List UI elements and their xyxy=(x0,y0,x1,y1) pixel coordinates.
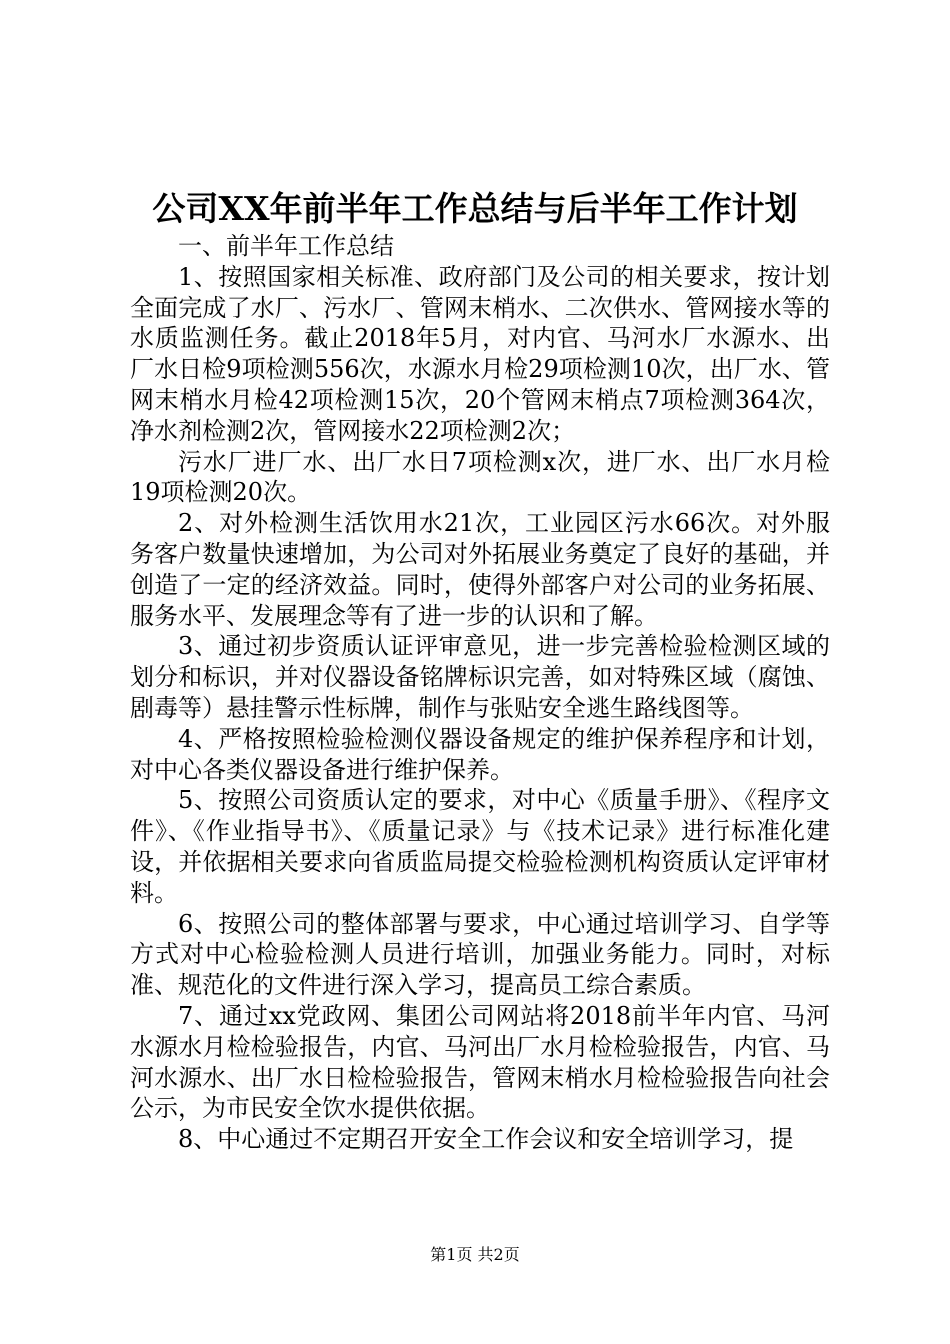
paragraph-4: 3、通过初步资质认证评审意见，进一步完善检验检测区域的划分和标识，并对仪器设备铭牌标识完善，如对特殊区域（腐蚀、剧毒等）悬挂警示性标牌，制作与张贴安全逃生路线图等。 xyxy=(130,632,830,722)
paragraph-6: 5、按照公司资质认定的要求，对中心《质量手册》、《程序文件》、《作业指导书》、《质量记录》与《技术记录》进行标准化建设，并依据相关要求向省质监局提交检验检测机构资质认定评审材料。 xyxy=(130,786,830,907)
paragraph-5: 4、严格按照检验检测仪器设备规定的维护保养程序和计划，对中心各类仪器设备进行维护保养。 xyxy=(130,724,830,784)
page-number: 第1页 共2页 xyxy=(430,1245,520,1264)
document-body xyxy=(130,231,830,1155)
paragraph-1: 1、按照国家相关标准、政府部门及公司的相关要求，按计划全面完成了水厂、污水厂、管网末梢水、二次供水、管网接水等的水质监测任务。截止2018年5月，对内官、马河水厂水源水、出厂水日检9项检测556次，水源水月检29项检测10次，出厂水、管网末梢水月检42项检测15次，20个管网末梢点7项检测364次，净水剂检测2次，管网接水22项检测2次； xyxy=(130,262,830,445)
paragraph-2: 污水厂进厂水、出厂水日7项检测x次，进厂水、出厂水月检19项检测20次。 xyxy=(130,447,830,507)
section-heading: 一、前半年工作总结 xyxy=(178,232,394,260)
paragraph-7: 6、按照公司的整体部署与要求，中心通过培训学习、自学等方式对中心检验检测人员进行培训，加强业务能力。同时，对标准、规范化的文件进行深入学习，提高员工综合素质。 xyxy=(130,909,830,1000)
paragraph-9: 8、中心通过不定期召开安全工作会议和安全培训学习，提 xyxy=(178,1125,794,1154)
paragraph-3: 2、对外检测生活饮用水21次，工业园区污水66次。对外服务客户数量快速增加，为公司对外拓展业务奠定了良好的基础，并创造了一定的经济效益。同时，使得外部客户对公司的业务拓展、服务水平、发展理念等有了进一步的认识和了解。 xyxy=(130,509,830,630)
document-title: 公司XX年前半年工作总结与后半年工作计划 xyxy=(152,189,798,228)
paragraph-8: 7、通过xx党政网、集团公司网站将2018前半年内官、马河水源水月检检验报告，内官、马河出厂水月检检验报告，内官、马河水源水、出厂水日检检验报告，管网末梢水月检检验报告向社会公示，为市民安全饮水提供依据。 xyxy=(130,1001,830,1123)
